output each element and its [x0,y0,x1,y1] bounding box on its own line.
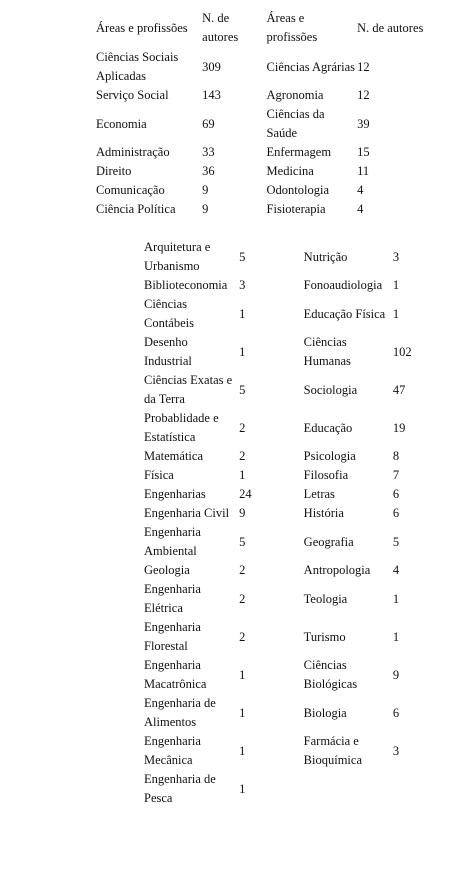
table-row [94,200,444,219]
count-left-cell: 2 [239,563,246,577]
count-right-cell: 39 [357,116,370,131]
count-right-cell: 6 [392,506,400,520]
count-left-cell: 3 [239,278,246,292]
area-left-cell: Desenho Industrial [144,335,192,368]
count-left-cell: 2 [239,420,246,435]
table-row [94,105,444,143]
table-row [142,276,422,295]
count-left-cell: 5 [239,249,246,264]
table-row [142,485,422,504]
count-left-cell: 1 [239,705,246,720]
count-left-cell: 143 [202,88,221,102]
table-header-row [94,8,444,48]
count-right-cell: 1 [392,591,400,606]
count-right-cell: 8 [392,449,400,463]
count-left-cell: 9 [202,202,209,216]
table-row [142,694,422,732]
area-right-cell: Odontologia [266,183,330,197]
area-left-cell: Economia [96,116,147,131]
count-right-cell: 12 [357,88,370,102]
area-right-cell: Ciências Biológicas [303,658,358,691]
area-left-cell: Engenharia Mecânica [144,734,201,767]
count-left-cell: 9 [202,183,209,197]
count-right-cell: 4 [357,202,364,216]
table-row [142,770,422,808]
area-right-cell: Ciências Agrárias [266,59,356,74]
count-right-cell: 47 [392,382,406,397]
count-right-cell: 6 [392,487,400,501]
table-row [94,181,444,200]
table-row [142,504,422,523]
area-right-cell: Educação Física [303,306,386,321]
area-left-cell: Serviço Social [96,88,169,102]
header-areas-right: Áreas e profissões [266,11,318,44]
count-left-cell: 1 [239,306,246,321]
area-left-cell: Ciências Contábeis [144,297,194,330]
table2-body [142,238,422,808]
count-left-cell: 2 [239,629,246,644]
count-right-cell: 7 [392,468,400,482]
area-left-cell: Ciências Sociais Aplicadas [96,50,179,83]
area-left-cell: Engenharia Civil [144,506,230,520]
area-right-cell: Letras [303,487,335,501]
count-right-cell: 3 [392,249,400,264]
area-left-cell: Biblioteconomia [144,278,228,292]
area-left-cell: Engenharia Ambiental [144,525,201,558]
area-left-cell: Administração [96,145,170,159]
area-left-cell: Ciências Exatas e da Terra [144,373,233,406]
count-right-cell: 102 [392,344,412,359]
table-row [142,580,422,618]
area-left-cell: Comunicação [96,183,165,197]
area-right-cell: Medicina [266,164,314,178]
count-right-cell: 4 [392,563,400,577]
table1-body [94,48,444,219]
table-row [142,333,422,371]
area-right-cell: Filosofia [303,468,349,482]
table-row [142,618,422,656]
count-right-cell: 1 [392,278,400,292]
count-left-cell: 1 [239,781,246,796]
area-right-cell: Fonoaudiologia [303,278,383,292]
table-row [142,238,422,276]
area-left-cell: Engenharia Florestal [144,620,201,653]
count-left-cell: 33 [202,145,215,159]
area-right-cell [302,770,391,808]
count-right-cell: 1 [392,629,400,644]
count-right-cell: 1 [392,306,400,321]
area-right-cell: Agronomia [266,88,324,102]
count-right-cell: 5 [392,534,400,549]
area-left-cell: Geologia [144,563,190,577]
area-right-cell: Teologia [303,591,348,606]
count-right-cell: 6 [392,705,400,720]
count-left-cell: 309 [202,59,221,74]
area-right-cell: Biologia [303,705,347,720]
area-right-cell: Ciências da Saúde [266,107,325,140]
count-left-cell: 2 [239,591,246,606]
area-left-cell: Engenharia de Pesca [144,772,216,805]
area-right-cell: Turismo [303,629,346,644]
area-right-cell: Sociologia [303,382,358,397]
area-left-cell: Engenharia Macatrônica [144,658,207,691]
count-right-cell: 9 [392,667,400,682]
area-right-cell: Farmácia e Bioquímica [303,734,362,767]
area-right-cell: Geografia [303,534,354,549]
table-row [94,162,444,181]
area-left-cell: Matemática [144,449,203,463]
count-left-cell: 2 [239,449,246,463]
count-left-cell: 9 [239,506,246,520]
table-row [142,447,422,466]
area-left-cell: Ciência Política [96,202,176,216]
count-right-cell: 3 [392,743,400,758]
count-right-cell: 11 [357,164,370,178]
table-row [142,295,422,333]
area-right-cell: Antropologia [303,563,371,577]
table-row [142,466,422,485]
table-row [142,371,422,409]
table-row [142,561,422,580]
count-right-cell [391,770,422,808]
table-row [142,732,422,770]
count-left-cell: 36 [202,164,215,178]
area-left-cell: Engenharia de Alimentos [144,696,216,729]
area-right-cell: Nutrição [303,249,348,264]
table-row [94,143,444,162]
area-right-cell: Enfermagem [266,145,332,159]
count-left-cell: 1 [239,344,246,359]
count-left-cell: 1 [239,667,246,682]
count-right-cell: 4 [357,183,364,197]
count-left-cell: 5 [239,534,246,549]
area-left-cell: Física [144,468,174,482]
area-left-cell: Arquitetura e Urbanismo [144,240,211,273]
count-left-cell: 24 [239,487,252,501]
count-right-cell: 15 [357,145,370,159]
table-row [94,48,444,86]
area-right-cell: História [303,506,344,520]
area-right-cell: Psicologia [303,449,356,463]
count-left-cell: 69 [202,116,215,131]
table-row [142,656,422,694]
count-right-cell: 12 [357,59,370,74]
table-row [142,409,422,447]
table-row [94,86,444,105]
authors-table-part2 [142,238,422,808]
count-right-cell: 19 [392,420,406,435]
area-left-cell: Engenharias [144,487,206,501]
count-left-cell: 1 [239,468,246,482]
area-right-cell: Educação [303,420,353,435]
count-left-cell: 5 [239,382,246,397]
area-left-cell: Probablidade e Estatística [144,411,219,444]
table-row [142,523,422,561]
header-count-right: N. de autores [357,20,424,35]
authors-table-part1 [94,8,444,219]
header-areas-left: Áreas e profissões [96,20,188,35]
count-left-cell: 1 [239,743,246,758]
area-left-cell: Direito [96,164,132,178]
area-left-cell: Engenharia Elétrica [144,582,201,615]
area-right-cell: Ciências Humanas [303,335,351,368]
area-right-cell: Fisioterapia [266,202,326,216]
header-count-left: N. de autores [202,11,239,44]
